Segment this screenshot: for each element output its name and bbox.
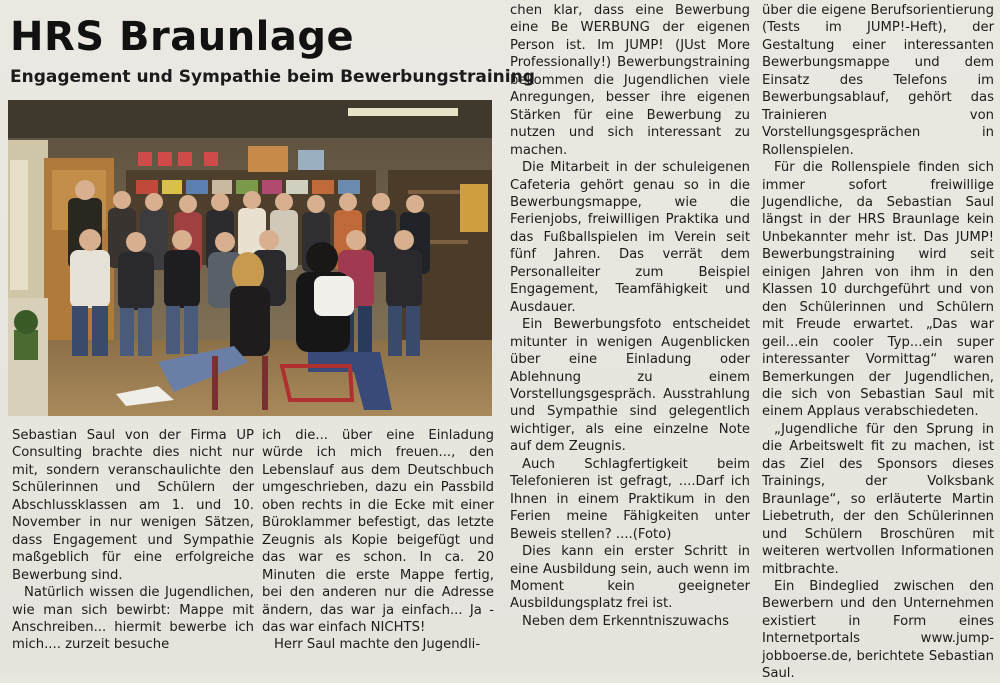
paragraph: Herr Saul machte den Jugendli- — [274, 637, 481, 653]
article-photo — [8, 100, 492, 416]
paragraph: Dies kann ein erster Schritt in eine Ausbildung sein, auch wenn im Moment kein geeigneter Ausbildungsplatz frei ist. — [510, 544, 750, 612]
text-column-1 — [12, 427, 254, 654]
paragraph: Für die Rollenspiele finden sich immer sofort freiwillige Jugendliche, da Sebastian Saul längst in der HRS Braunlage kein Unbekannter mehr ist. Das JUMP! Bewerbungstraining wird seit einigen Jahren von ihm in den Klassen 10 durchgeführt und von den Schülerinnen und Schülern mit Freude erwartet. „Das war geil...ein cooler Typ...ein super interessanter Vormittag“ waren Bemerkungen der Jugendlichen, die sich von Sebastian Saul mit einem Applaus verabschiedeten. — [762, 160, 994, 420]
paragraph: Ein Bindeglied zwischen den Bewerbern und den Unternehmen existiert in Form eines Internetportals www.jump-jobboerse.de, berichtete Sebastian Saul. — [762, 578, 994, 682]
text-column-2 — [262, 427, 494, 654]
paragraph: chen klar, dass eine Bewerbung eine Be WERBUNG der eigenen Person ist. Im JUMP! (JUst More Professionally!) Bewerbungstraining bekommen die Jugendlichen viele Anregungen, besser ihre eigenen Stärken für eine Bewerbung zu nutzen und sich interessant zu machen. — [510, 3, 750, 158]
classroom-group-photo-icon — [8, 100, 492, 416]
paragraph: ich die... über eine Einladung würde ich mich freuen..., den Lebenslauf aus dem Deutschbuch umgeschrieben, dazu ein Passbild oben rechts in die Ecke mit einer Büroklammer befestigt, das letzte Zeugnis als Kopie beigefügt und das war es schon. In ca. 20 Minuten die erste Mappe fertig, bei den anderen nur die Adresse ändern, das war ja einfach... Ja - das war einfach NICHTS! — [262, 428, 494, 635]
paragraph: über die eigene Berufsorientierung (Tests im JUMP!-Heft), der Gestaltung einer interessanten Bewerbungsmappe und dem Einsatz des Telefons im Bewerbungsablauf, gehört das Trainieren von Vorstellungsgesprächen in Rollenspielen. — [762, 3, 994, 158]
paragraph: Sebastian Saul von der Firma UP Consulting brachte dies nicht nur mit, sondern veranschaulichte den Schülerinnen und Schülern der Abschlussklassen am 1. und 10. November in nur wenigen Sätzen, dass Engagement und Sympathie maßgeblich für eine erfolgreiche Bewerbung sind. — [12, 428, 254, 583]
paragraph: „Jugendliche für den Sprung in die Arbeitswelt fit zu machen, ist das Ziel des Sponsors dieses Trainings, der Volksbank Braunlage“, so erläuterte Martin Liebetruth, der den Schülerinnen und Schülern Broschüren mit weiteren wertvollen Informationen mitbrachte. — [762, 421, 994, 577]
article-subheadline: Engagement und Sympathie beim Bewerbungstraining — [10, 67, 535, 87]
paragraph: Die Mitarbeit in der schuleigenen Cafeteria gehört genau so in die Bewerbungsmappe, wie die Ferienjobs, freiwilligen Praktika und das Fußballspielen im Verein seit fünf Jahren. Das verrät dem Personalleiter zum Beispiel Engagement, Teamfähigkeit und Ausdauer. — [510, 160, 750, 315]
text-column-4 — [762, 2, 994, 683]
paragraph: Neben dem Erkenntniszuwachs — [522, 613, 729, 629]
text-column-3 — [510, 2, 750, 630]
paragraph: Ein Bewerbungsfoto entscheidet mitunter in wenigen Augenblicken über eine Einladung oder Ablehnung zu einem Vorstellungsgespräch. Ausstrahlung und Sympathie sind gelegentlich wichtiger, als eine einzelne Note auf dem Zeugnis. — [510, 317, 750, 455]
paragraph: Auch Schlagfertigkeit beim Telefonieren ist gefragt, ....Darf ich Ihnen in einem Praktikum in den Ferien meine Fähigkeiten unter Beweis stellen? ....(Foto) — [510, 456, 750, 542]
paragraph: Natürlich wissen die Jugendlichen, wie man sich bewirbt: Mappe mit Anschreiben... hiermit bewerbe ich mich.... zurzeit besuche — [12, 585, 254, 653]
article-headline: HRS Braunlage — [10, 14, 355, 60]
